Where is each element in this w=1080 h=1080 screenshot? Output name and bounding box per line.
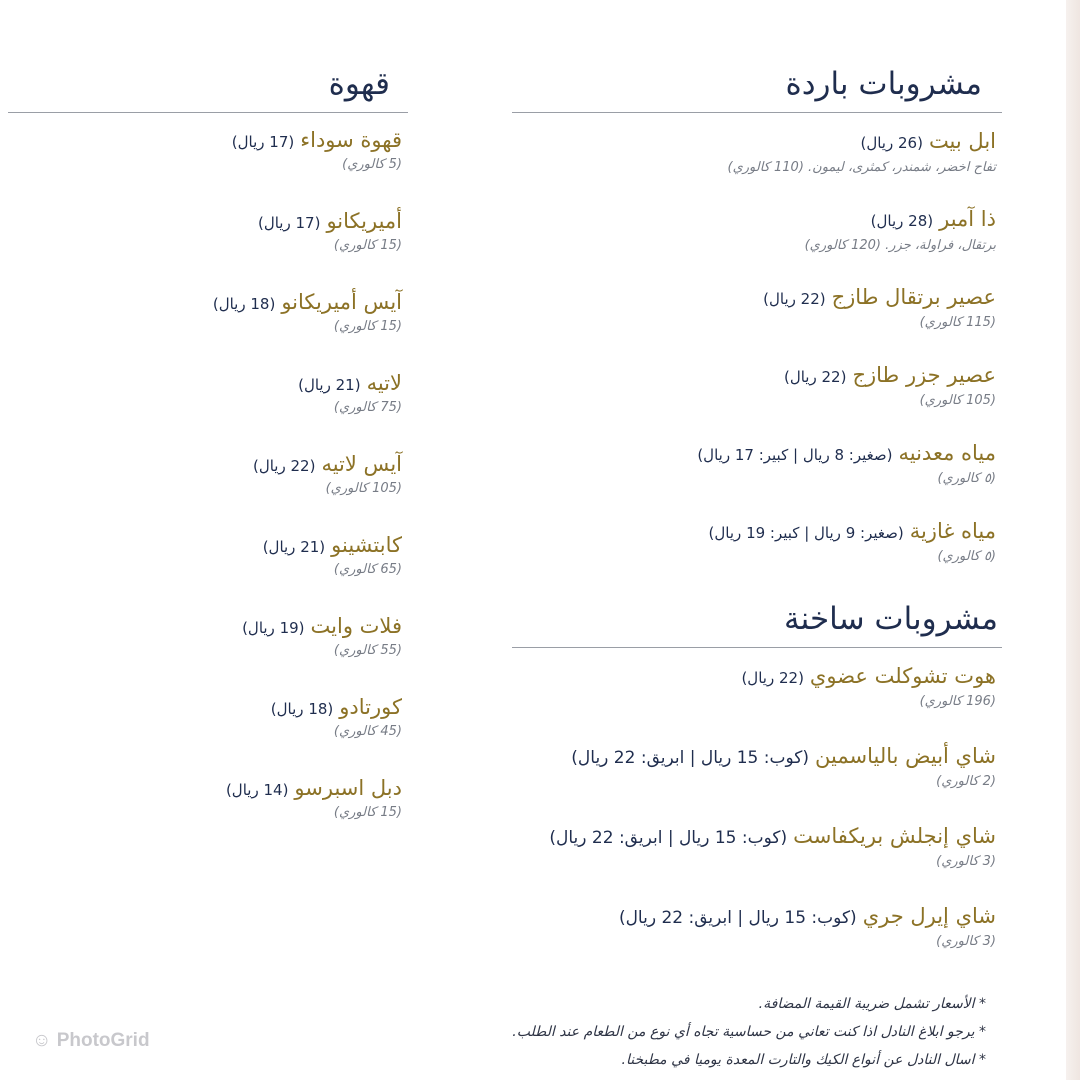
footnote: * يرجو ابلاغ النادل اذا كنت تعاني من حساسية تجاه أي نوع من الطعام عند الطلب. [512,1024,986,1040]
footnotes [286,990,986,1074]
item-calories: (105 كالوري) [919,393,996,408]
item-name: قهوة سوداء [300,128,402,152]
item-price: (14 ريال) [225,781,289,799]
item-price: (22 ريال) [252,457,316,475]
page-edge-decoration [1066,0,1080,1080]
coffee-column [8,62,408,856]
menu-item [512,439,1002,489]
item-calories: (196 كالوري) [919,694,996,709]
item-calories: (115 كالوري) [919,315,996,330]
item-price: (18 ريال) [270,700,334,718]
photogrid-watermark [32,1030,150,1052]
item-name: ذا آمبر [939,207,996,231]
item-price: (21 ريال) [262,538,326,556]
section-title-coffee: قهوة [8,62,408,113]
item-name: شاي أبيض بالياسمين [815,744,996,768]
item-name: فلات وايت [310,614,402,638]
menu-item [8,451,408,499]
item-price: (صغير: 8 ريال | كبير: 17 ريال) [697,446,893,464]
item-name: كابتشينو [331,533,402,557]
menu-item [512,361,1002,411]
item-calories: (55 كالوري) [333,643,402,658]
item-price: (17 ريال) [257,214,321,232]
item-name: دبل اسبرسو [294,776,402,800]
coffee-section [8,62,408,823]
menu-item [512,662,1002,712]
cold-drinks-section [512,62,1002,567]
menu-item [8,208,408,256]
item-name: ابل بيت [928,129,996,153]
item-name: آيس أميريكانو [281,290,402,314]
menu-item [8,532,408,580]
section-title-cold-drinks: مشروبات باردة [512,62,1002,113]
item-calories: (75 كالوري) [333,400,402,415]
menu-item [8,613,408,661]
menu-item [512,127,1002,179]
item-calories: (15 كالوري) [333,805,402,820]
item-name: آيس لاتيه [321,452,402,476]
item-name: عصير جزر طازج [852,363,996,387]
menu-item [512,517,1002,567]
item-price: (كوب: 15 ريال | ابريق: 22 ريال) [618,908,857,928]
item-calories: (15 كالوري) [333,238,402,253]
item-calories: (٥ كالوري) [937,471,996,486]
footnote: * الأسعار تشمل ضريبة القيمة المضافة. [758,996,986,1012]
item-name: لاتيه [366,371,402,395]
item-name: مياه معدنيه [898,441,996,465]
item-price: (18 ريال) [212,295,276,313]
item-calories: (65 كالوري) [333,562,402,577]
item-calories: (45 كالوري) [333,724,402,739]
menu-item [8,289,408,337]
item-price: (22 ريال) [763,290,826,308]
menu-item [512,742,1002,792]
item-name: شاي إيرل جري [862,904,996,928]
section-title-hot-drinks: مشروبات ساخنة [512,597,1002,648]
item-price: (كوب: 15 ريال | ابريق: 22 ريال) [571,748,810,768]
hot-drinks-section [512,597,1002,952]
item-price: (22 ريال) [741,669,804,687]
item-calories: (105 كالوري) [325,481,402,496]
item-price: (17 ريال) [231,133,295,151]
item-name: هوت تشوكلت عضوي [809,664,996,688]
cold-hot-column [512,62,1002,982]
item-name: عصير برتقال طازج [831,285,996,309]
item-calories: (15 كالوري) [333,319,402,334]
menu-item [512,822,1002,872]
smiley-icon: ☺ [32,1030,57,1051]
menu-item [8,370,408,418]
item-name: أميريكانو [326,209,402,233]
menu-item [8,775,408,823]
item-price: (كوب: 15 ريال | ابريق: 22 ريال) [549,828,788,848]
menu-item [8,127,408,175]
menu-item [8,694,408,742]
item-description: تفاح اخضر، شمندر، كمثرى، ليمون. (110 كالوري) [727,160,996,175]
item-calories: (2 كالوري) [936,774,996,789]
menu-item [512,902,1002,952]
footnote: * اسال النادل عن أنواع الكيك والتارت المعدة يوميا في مطبخنا. [621,1052,986,1068]
item-name: مياه غازية [909,519,996,543]
item-calories: (3 كالوري) [936,934,996,949]
item-name: شاي إنجلش بريكفاست [793,824,996,848]
item-price: (28 ريال) [870,212,934,230]
item-calories: (5 كالوري) [342,157,402,172]
menu-item [512,283,1002,333]
item-calories: (٥ كالوري) [937,549,996,564]
menu-item [512,205,1002,257]
item-price: (21 ريال) [298,376,361,394]
item-price: (صغير: 9 ريال | كبير: 19 ريال) [708,524,904,542]
item-price: (22 ريال) [783,368,847,386]
item-calories: (3 كالوري) [936,854,996,869]
item-price: (26 ريال) [860,134,923,152]
item-name: كورتادو [339,695,402,719]
watermark-text: PhotoGrid [56,1030,150,1051]
item-price: (19 ريال) [242,619,305,637]
item-description: برتقال، فراولة، جزر. (120 كالوري) [804,238,996,253]
